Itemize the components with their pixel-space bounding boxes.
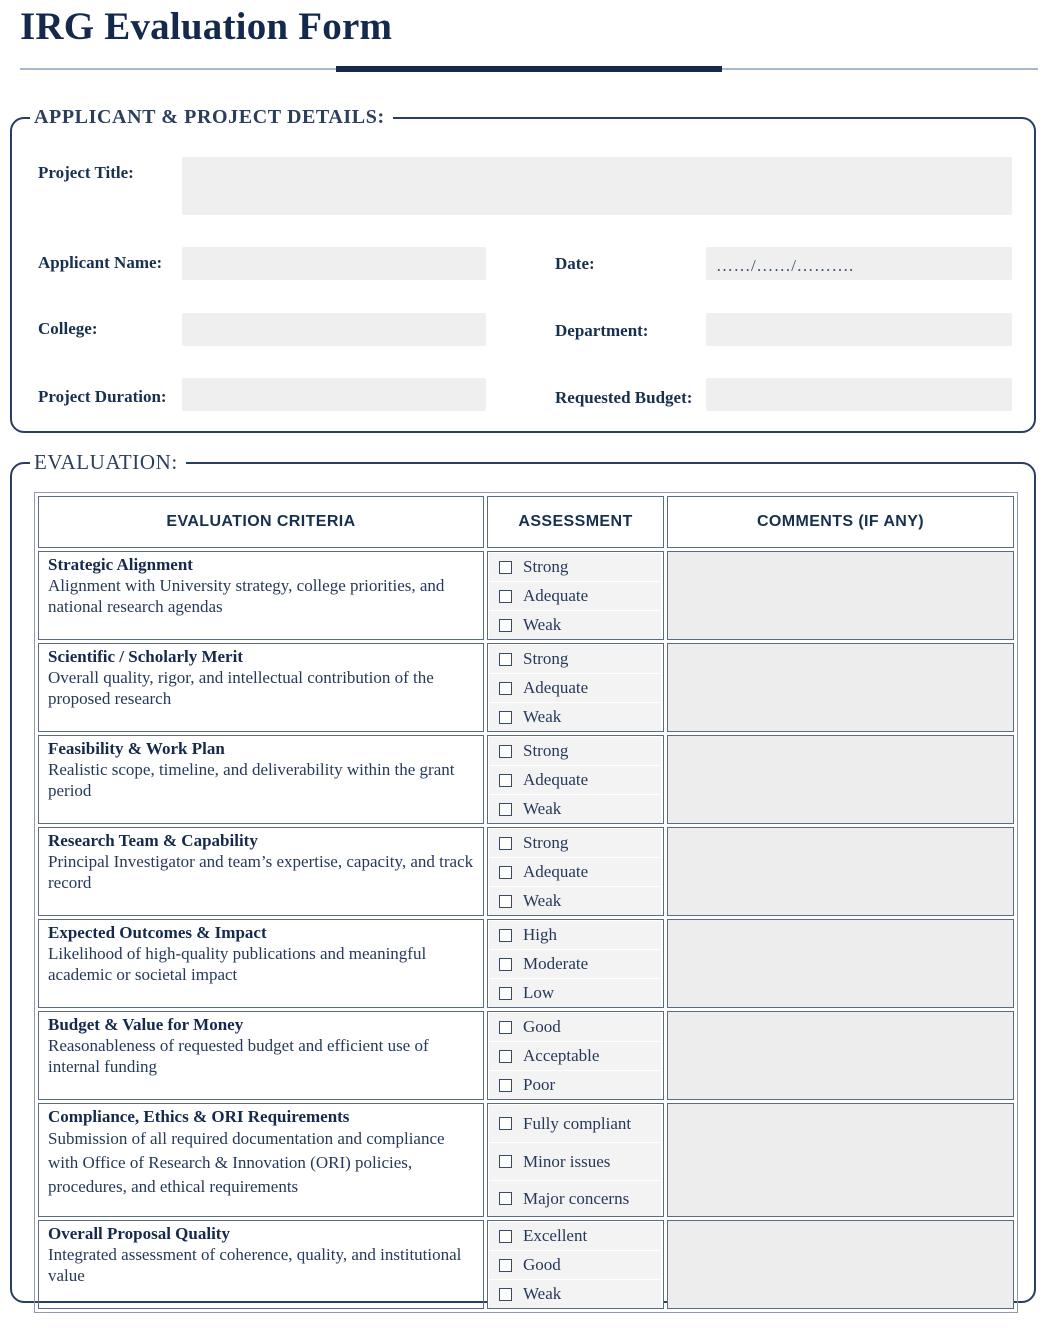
title-divider-accent bbox=[336, 66, 722, 72]
checkbox[interactable] bbox=[499, 590, 512, 603]
criteria-name: Expected Outcomes & Impact bbox=[48, 923, 267, 942]
comments-cell[interactable] bbox=[667, 551, 1014, 640]
criteria-name: Overall Proposal Quality bbox=[48, 1224, 230, 1243]
date-field[interactable] bbox=[706, 247, 1012, 280]
criteria-name: Compliance, Ethics & ORI Requirements bbox=[48, 1107, 350, 1126]
option-label: Strong bbox=[523, 741, 569, 760]
checkbox[interactable] bbox=[499, 1230, 512, 1243]
checkbox[interactable] bbox=[499, 1192, 512, 1205]
evaluation-legend: EVALUATION: bbox=[30, 449, 186, 475]
option-label: Strong bbox=[523, 833, 569, 852]
criteria-cell bbox=[38, 735, 484, 824]
assessment-cell bbox=[487, 1011, 664, 1100]
criteria-description: Submission of all required documentation and compliance with Office of Research & Innovation (ORI) policies, procedures, and ethical requirements bbox=[48, 1129, 445, 1196]
assessment-option[interactable] bbox=[489, 703, 661, 731]
criteria-row-overall-quality bbox=[38, 1220, 1014, 1309]
criteria-cell bbox=[38, 551, 484, 640]
option-label: Poor bbox=[523, 1075, 556, 1094]
assessment-cell bbox=[487, 919, 664, 1008]
checkbox[interactable] bbox=[499, 1155, 512, 1168]
option-label: Minor issues bbox=[523, 1151, 611, 1171]
checkbox[interactable] bbox=[499, 837, 512, 850]
option-label: Weak bbox=[523, 615, 562, 634]
comments-cell[interactable] bbox=[667, 643, 1014, 732]
checkbox[interactable] bbox=[499, 958, 512, 971]
assessment-option[interactable] bbox=[489, 921, 661, 949]
assessment-option[interactable] bbox=[489, 979, 661, 1007]
assessment-option[interactable] bbox=[489, 611, 661, 639]
criteria-row-expected-outcomes bbox=[38, 919, 1014, 1008]
option-label: Good bbox=[523, 1017, 561, 1036]
comments-cell[interactable] bbox=[667, 1103, 1014, 1217]
criteria-description: Alignment with University strategy, college priorities, and national research agendas bbox=[48, 576, 445, 616]
option-label: Moderate bbox=[523, 954, 589, 973]
assessment-option[interactable] bbox=[489, 1251, 661, 1279]
assessment-option[interactable] bbox=[489, 1013, 661, 1041]
criteria-cell bbox=[38, 827, 484, 916]
assessment-option[interactable] bbox=[489, 737, 661, 765]
criteria-description: Likelihood of high-quality publications and meaningful academic or societal impact bbox=[48, 944, 427, 984]
criteria-cell bbox=[38, 1220, 484, 1309]
option-label: Weak bbox=[523, 707, 562, 726]
requested-budget-field[interactable] bbox=[706, 378, 1012, 411]
checkbox[interactable] bbox=[499, 987, 512, 1000]
checkbox[interactable] bbox=[499, 653, 512, 666]
checkbox[interactable] bbox=[499, 1050, 512, 1063]
date-placeholder: ……/……/………. bbox=[716, 256, 854, 275]
assessment-option[interactable] bbox=[489, 674, 661, 702]
applicant-name-label: Applicant Name: bbox=[38, 253, 163, 272]
assessment-option[interactable] bbox=[489, 1143, 661, 1180]
checkbox[interactable] bbox=[499, 711, 512, 724]
comments-header: COMMENTS (IF ANY) bbox=[667, 496, 1014, 548]
comments-cell[interactable] bbox=[667, 827, 1014, 916]
checkbox[interactable] bbox=[499, 1117, 512, 1130]
assessment-cell bbox=[487, 551, 664, 640]
checkbox[interactable] bbox=[499, 929, 512, 942]
assessment-cell bbox=[487, 827, 664, 916]
evaluation-section bbox=[10, 450, 1036, 1303]
checkbox[interactable] bbox=[499, 1288, 512, 1301]
checkbox[interactable] bbox=[499, 745, 512, 758]
option-label: Low bbox=[523, 983, 555, 1002]
criteria-cell bbox=[38, 1011, 484, 1100]
project-duration-field[interactable] bbox=[182, 378, 486, 411]
option-label: Fully compliant bbox=[523, 1113, 632, 1133]
assessment-option[interactable] bbox=[489, 887, 661, 915]
criteria-cell bbox=[38, 1103, 484, 1217]
assessment-option[interactable] bbox=[489, 950, 661, 978]
option-label: Adequate bbox=[523, 678, 589, 697]
criteria-row-budget bbox=[38, 1011, 1014, 1100]
comments-cell[interactable] bbox=[667, 735, 1014, 824]
criteria-header: EVALUATION CRITERIA bbox=[38, 496, 484, 548]
option-label: High bbox=[523, 925, 557, 944]
assessment-header: ASSESSMENT bbox=[487, 496, 664, 548]
criteria-description: Reasonableness of requested budget and efficient use of internal funding bbox=[48, 1036, 429, 1076]
criteria-row-strategic-alignment bbox=[38, 551, 1014, 640]
option-label: Weak bbox=[523, 799, 562, 818]
criteria-row-scientific-merit bbox=[38, 643, 1014, 732]
assessment-option[interactable] bbox=[489, 829, 661, 857]
project-duration-label: Project Duration: bbox=[38, 387, 167, 406]
option-label: Weak bbox=[523, 1284, 562, 1303]
evaluation-table bbox=[34, 492, 1018, 1313]
department-field[interactable] bbox=[706, 313, 1012, 346]
checkbox[interactable] bbox=[499, 1021, 512, 1034]
checkbox[interactable] bbox=[499, 803, 512, 816]
option-label: Adequate bbox=[523, 770, 589, 789]
date-label: Date: bbox=[555, 254, 595, 273]
assessment-option[interactable] bbox=[489, 766, 661, 794]
option-label: Strong bbox=[523, 557, 569, 576]
checkbox[interactable] bbox=[499, 682, 512, 695]
project-title-field[interactable] bbox=[182, 157, 1012, 215]
criteria-name: Strategic Alignment bbox=[48, 555, 193, 574]
assessment-option[interactable] bbox=[489, 1071, 661, 1099]
criteria-row-research-team bbox=[38, 827, 1014, 916]
applicant-name-field[interactable] bbox=[182, 247, 486, 280]
form-title: IRG Evaluation Form bbox=[20, 5, 393, 48]
assessment-option[interactable] bbox=[489, 645, 661, 673]
assessment-cell bbox=[487, 643, 664, 732]
checkbox[interactable] bbox=[499, 895, 512, 908]
criteria-description: Integrated assessment of coherence, quality, and institutional value bbox=[48, 1245, 462, 1285]
criteria-description: Overall quality, rigor, and intellectual contribution of the proposed research bbox=[48, 668, 434, 708]
option-label: Adequate bbox=[523, 586, 589, 605]
criteria-name: Research Team & Capability bbox=[48, 831, 258, 850]
checkbox[interactable] bbox=[499, 1079, 512, 1092]
assessment-option[interactable] bbox=[489, 1181, 661, 1216]
assessment-option[interactable] bbox=[489, 1042, 661, 1070]
criteria-name: Feasibility & Work Plan bbox=[48, 739, 225, 758]
checkbox[interactable] bbox=[499, 774, 512, 787]
assessment-option[interactable] bbox=[489, 1280, 661, 1308]
requested-budget-label: Requested Budget: bbox=[555, 388, 693, 407]
assessment-cell bbox=[487, 735, 664, 824]
criteria-description: Realistic scope, timeline, and deliverability within the grant period bbox=[48, 760, 455, 800]
criteria-row-feasibility bbox=[38, 735, 1014, 824]
comments-cell[interactable] bbox=[667, 919, 1014, 1008]
assessment-option[interactable] bbox=[489, 858, 661, 886]
comments-cell[interactable] bbox=[667, 1011, 1014, 1100]
assessment-cell bbox=[487, 1103, 664, 1217]
college-label: College: bbox=[38, 319, 98, 338]
comments-cell[interactable] bbox=[667, 1220, 1014, 1309]
criteria-name: Budget & Value for Money bbox=[48, 1015, 244, 1034]
checkbox[interactable] bbox=[499, 1259, 512, 1272]
assessment-option[interactable] bbox=[489, 1105, 661, 1142]
option-label: Excellent bbox=[523, 1226, 588, 1245]
criteria-row-compliance bbox=[38, 1103, 1014, 1217]
assessment-option[interactable] bbox=[489, 582, 661, 610]
assessment-option[interactable] bbox=[489, 553, 661, 581]
assessment-cell bbox=[487, 1220, 664, 1309]
criteria-cell bbox=[38, 643, 484, 732]
checkbox[interactable] bbox=[499, 561, 512, 574]
college-field[interactable] bbox=[182, 313, 486, 346]
option-label: Good bbox=[523, 1255, 561, 1274]
option-label: Major concerns bbox=[523, 1188, 630, 1208]
checkbox[interactable] bbox=[499, 866, 512, 879]
option-label: Acceptable bbox=[523, 1046, 600, 1065]
criteria-name: Scientific / Scholarly Merit bbox=[48, 647, 243, 666]
option-label: Strong bbox=[523, 649, 569, 668]
option-label: Weak bbox=[523, 891, 562, 910]
applicant-details-legend: APPLICANT & PROJECT DETAILS: bbox=[30, 104, 393, 130]
criteria-description: Principal Investigator and team’s expertise, capacity, and track record bbox=[48, 852, 474, 892]
option-label: Adequate bbox=[523, 862, 589, 881]
checkbox[interactable] bbox=[499, 619, 512, 632]
assessment-option[interactable] bbox=[489, 795, 661, 823]
department-label: Department: bbox=[555, 321, 649, 340]
evaluation-header-row bbox=[38, 496, 1014, 548]
assessment-option[interactable] bbox=[489, 1222, 661, 1250]
criteria-cell bbox=[38, 919, 484, 1008]
project-title-label: Project Title: bbox=[38, 163, 134, 182]
applicant-details-section bbox=[10, 106, 1036, 433]
